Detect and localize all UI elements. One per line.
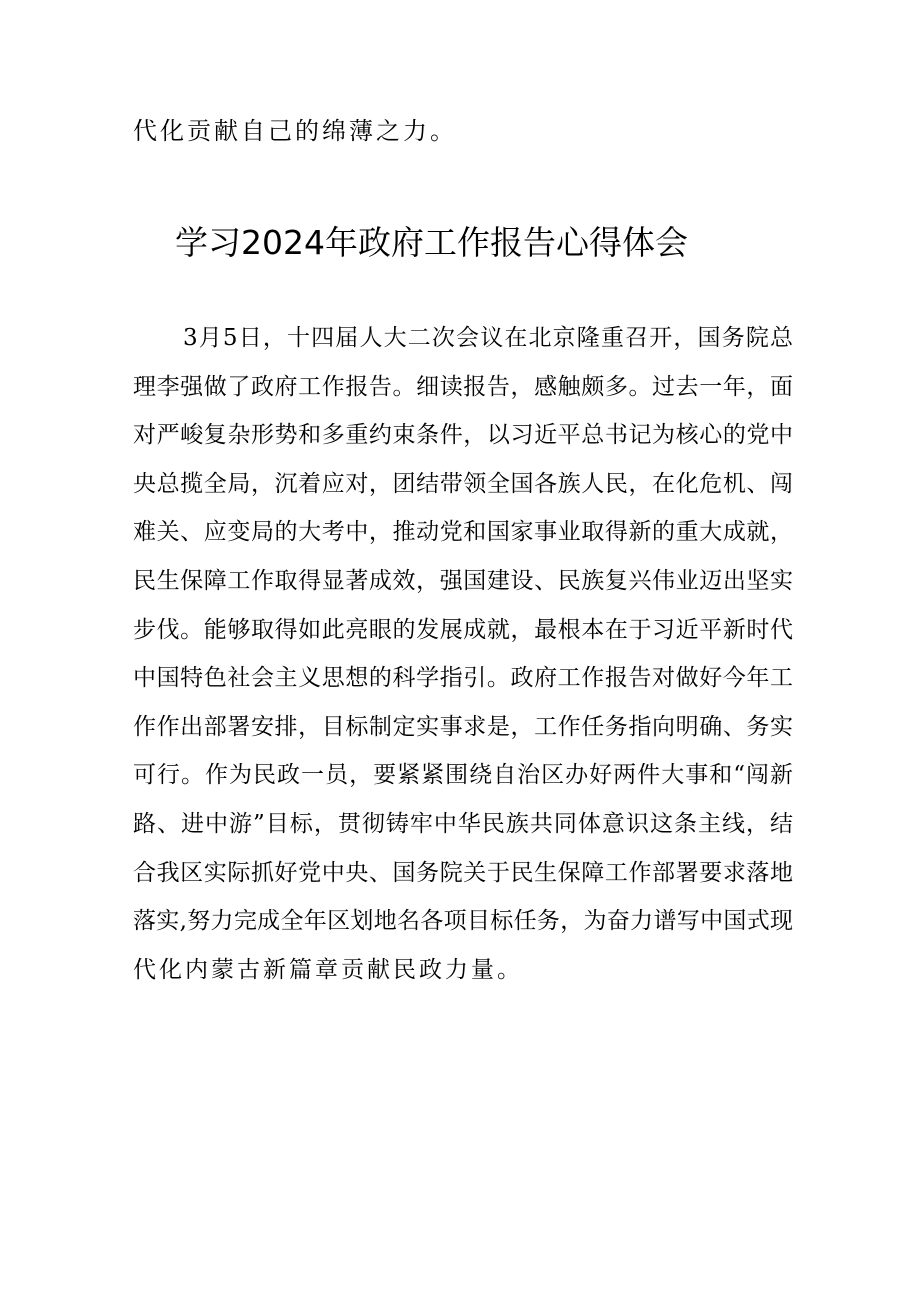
previous-paragraph-tail: 代化贡献自己的绵薄之力。 bbox=[133, 117, 457, 145]
article-title: 学习2024年政府工作报告心得体会 bbox=[175, 223, 688, 262]
paragraph-line: 难关、应变局的大考中，推动党和国家事业取得新的重大成就， bbox=[133, 519, 793, 546]
paragraph-line: 落实,努力完成全年区划地名各项目标任务，为奋力谱写中国式现 bbox=[133, 908, 793, 935]
paragraph-line: 步伐。能够取得如此亮眼的发展成就，最根本在于习近平新时代 bbox=[133, 616, 793, 643]
paragraph-line: 作作出部署安排，目标制定实事求是，工作任务指向明确、务实 bbox=[133, 713, 793, 740]
paragraph-line: 中国特色社会主义思想的科学指引。政府工作报告对做好今年工 bbox=[133, 665, 793, 692]
paragraph-line: 可行。作为民政一员，要紧紧围绕自治区办好两件大事和“闯新 bbox=[133, 762, 793, 789]
paragraph-line: 民生保障工作取得显著成效，强国建设、民族复兴伟业迈出坚实 bbox=[133, 567, 793, 594]
paragraph-line: 路、进中游”目标，贯彻铸牢中华民族共同体意识这条主线，结 bbox=[133, 810, 793, 837]
article-body bbox=[133, 318, 793, 998]
paragraph-line: 对严峻复杂形势和多重约束条件，以习近平总书记为核心的党中 bbox=[133, 422, 793, 449]
paragraph-line: 央总揽全局，沉着应对，团结带领全国各族人民，在化危机、闯 bbox=[133, 470, 793, 497]
paragraph-line: 合我区实际抓好党中央、国务院关于民生保障工作部署要求落地 bbox=[133, 859, 793, 886]
paragraph-line: 代化内蒙古新篇章贡献民政力量。 bbox=[133, 956, 523, 983]
paragraph-line: 理李强做了政府工作报告。细读报告，感触颇多。过去一年，面 bbox=[133, 373, 793, 400]
paragraph-line: 3月5日，十四届人大二次会议在北京隆重召开，国务院总 bbox=[183, 325, 793, 351]
